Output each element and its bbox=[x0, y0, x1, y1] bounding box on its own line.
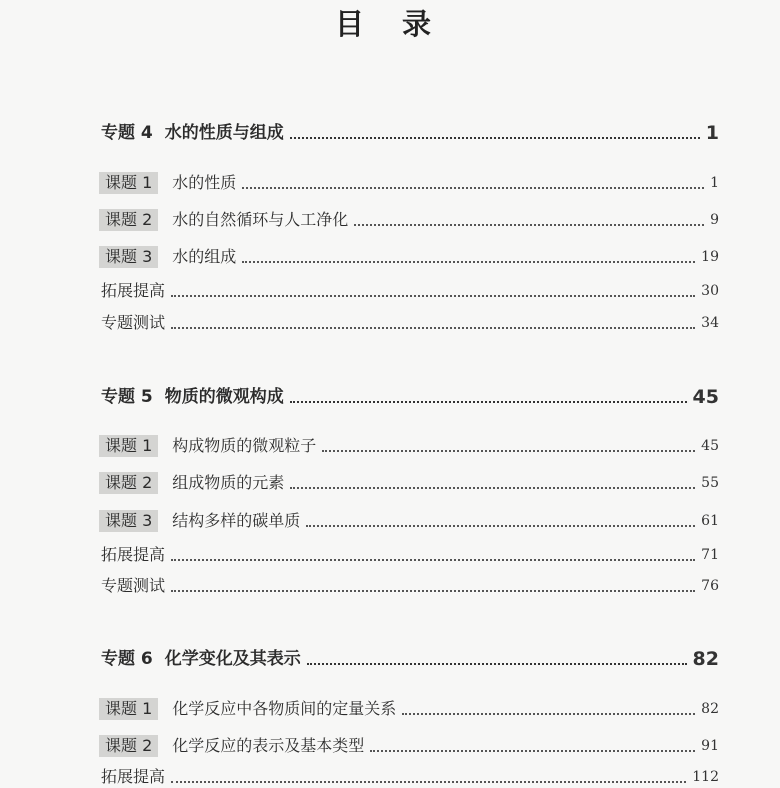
page-number: 112 bbox=[692, 769, 719, 785]
leader-dots bbox=[171, 589, 695, 592]
leader-dots bbox=[290, 136, 700, 139]
toc-extra[interactable] bbox=[101, 308, 719, 334]
page-number: 19 bbox=[701, 249, 719, 265]
leader-dots bbox=[290, 486, 695, 489]
lesson-tag: 课题 3 bbox=[99, 510, 158, 532]
lesson-title: 水的性质 bbox=[172, 173, 237, 192]
lesson-title: 水的自然循环与人工净化 bbox=[172, 210, 349, 229]
page-number: 82 bbox=[701, 701, 719, 717]
page-number: 1 bbox=[710, 175, 719, 191]
toc-extra[interactable] bbox=[101, 540, 719, 566]
leader-dots bbox=[171, 326, 695, 329]
page-number: 45 bbox=[692, 386, 719, 408]
lesson-title: 组成物质的元素 bbox=[172, 473, 285, 492]
page-number: 91 bbox=[701, 738, 719, 754]
toc-lesson[interactable] bbox=[101, 431, 719, 457]
leader-dots bbox=[322, 449, 695, 452]
lesson-tag: 课题 1 bbox=[99, 435, 158, 457]
toc-extra[interactable] bbox=[101, 571, 719, 597]
toc-lesson[interactable] bbox=[101, 694, 719, 720]
lesson-tag: 课题 3 bbox=[99, 246, 158, 268]
leader-dots bbox=[402, 712, 695, 715]
leader-dots bbox=[242, 260, 695, 263]
page-number: 76 bbox=[701, 578, 719, 594]
toc-lesson[interactable] bbox=[101, 468, 719, 494]
leader-dots bbox=[306, 524, 695, 527]
page-number: 55 bbox=[701, 475, 719, 491]
toc-extra[interactable] bbox=[101, 762, 719, 788]
page-number: 82 bbox=[692, 648, 719, 670]
toc-topic-6[interactable] bbox=[101, 644, 719, 670]
lesson-title: 化学反应中各物质间的定量关系 bbox=[172, 699, 397, 718]
page-number: 71 bbox=[701, 547, 719, 563]
page-number: 45 bbox=[701, 438, 719, 454]
leader-dots bbox=[290, 400, 687, 403]
page-number: 9 bbox=[710, 212, 719, 228]
lesson-title: 构成物质的微观粒子 bbox=[172, 436, 317, 455]
toc-lesson[interactable] bbox=[101, 731, 719, 757]
extra-title: 专题测试 bbox=[101, 313, 166, 332]
page-number: 30 bbox=[701, 283, 719, 299]
leader-dots bbox=[354, 223, 704, 226]
leader-dots bbox=[242, 186, 704, 189]
extra-title: 拓展提高 bbox=[101, 281, 166, 300]
lesson-title: 水的组成 bbox=[172, 247, 237, 266]
extra-title: 拓展提高 bbox=[101, 767, 166, 786]
lesson-tag: 课题 2 bbox=[99, 209, 158, 231]
lesson-tag: 课题 1 bbox=[99, 172, 158, 194]
lesson-tag: 课题 1 bbox=[99, 698, 158, 720]
topic-heading: 专题 5 物质的微观构成 bbox=[101, 387, 284, 407]
lesson-tag: 课题 2 bbox=[99, 735, 158, 757]
leader-dots bbox=[171, 780, 686, 783]
extra-title: 拓展提高 bbox=[101, 545, 166, 564]
page-number: 34 bbox=[701, 315, 719, 331]
toc-lesson[interactable] bbox=[101, 242, 719, 268]
lesson-title: 化学反应的表示及基本类型 bbox=[172, 736, 365, 755]
topic-heading: 专题 6 化学变化及其表示 bbox=[101, 649, 301, 669]
lesson-title: 结构多样的碳单质 bbox=[172, 511, 301, 530]
leader-dots bbox=[171, 294, 695, 297]
extra-title: 专题测试 bbox=[101, 576, 166, 595]
toc-lesson[interactable] bbox=[101, 205, 719, 231]
page-number: 1 bbox=[705, 122, 719, 144]
leader-dots bbox=[171, 558, 695, 561]
toc-lesson[interactable] bbox=[101, 168, 719, 194]
toc-lesson[interactable] bbox=[101, 506, 719, 532]
toc-extra[interactable] bbox=[101, 276, 719, 302]
page-number: 61 bbox=[701, 513, 719, 529]
toc-topic-4[interactable] bbox=[101, 118, 719, 144]
lesson-tag: 课题 2 bbox=[99, 472, 158, 494]
leader-dots bbox=[370, 749, 695, 752]
page-title: 目 录 bbox=[334, 7, 446, 41]
toc-topic-5[interactable] bbox=[101, 382, 719, 408]
leader-dots bbox=[307, 662, 687, 665]
topic-heading: 专题 4 水的性质与组成 bbox=[101, 123, 284, 143]
